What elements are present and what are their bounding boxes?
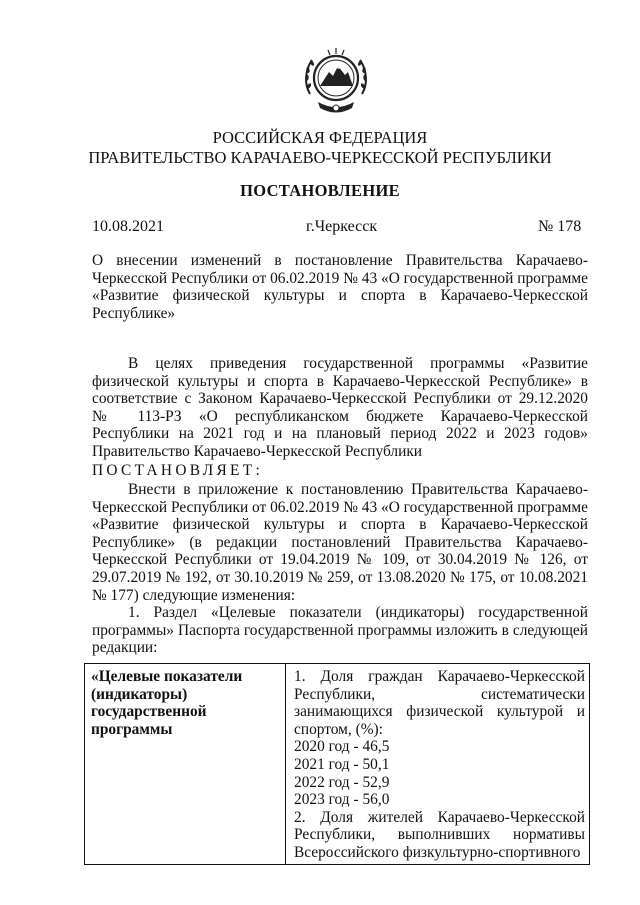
indicators-label: «Целевые показатели (индикаторы) государственной программы xyxy=(91,668,243,738)
header-country: РОССИЙСКАЯ ФЕДЕРАЦИЯ xyxy=(212,128,428,147)
year-value: 2022 год - 52,9 xyxy=(294,773,390,791)
decree-word: ПОСТАНОВЛЯЕТ: xyxy=(92,462,264,479)
indicator-1: 1. Доля граждан Карачаево-Черкесской Республики, систематически занимающихся физической культурой и спортом, (%): xyxy=(294,668,585,738)
section-paragraph: 1. Раздел «Целевые показатели (индикаторы) государственной программы» Паспорта государственной программы изложить в следующей редакции: xyxy=(92,604,588,657)
header-government: ПРАВИТЕЛЬСТВО КАРАЧАЕВО-ЧЕРКЕССКОЙ РЕСПУБЛИКИ xyxy=(88,148,552,167)
republic-emblem-icon xyxy=(296,42,376,122)
year-value: 2020 год - 46,5 xyxy=(294,738,390,756)
year-value: 2023 год - 56,0 xyxy=(294,791,390,809)
indicator-2: 2. Доля жителей Карачаево-Черкесской Республики, выполнивших нормативы Всероссийского физкультурно-спортивного xyxy=(294,808,585,861)
indicators-table xyxy=(84,663,590,865)
table-label-cell xyxy=(85,664,286,865)
indicators-table-wrap xyxy=(84,663,590,905)
table-row xyxy=(85,664,590,865)
document-number: № 178 xyxy=(538,218,582,235)
table-value-cell xyxy=(286,664,590,865)
preamble-paragraph: В целях приведения государственной программы «Развитие физической культуры и спорта в Карачаево-Черкесской Республике» в соответствие с Законом Карачаево-Черкесской Республики от 29.12.2020 № 113-РЗ «О республиканском бюджете Карачаево-Черкесской Республики на 2021 год и на плановый период 2022 и 2023 годов» Правительство Карачаево-Черкесской Республики xyxy=(92,355,588,460)
document-date: 10.08.2021 xyxy=(92,218,164,235)
year-value: 2021 год - 50,1 xyxy=(294,755,390,773)
document-subject: О внесении изменений в постановление Правительства Карачаево-Черкесской Республики от 06.02.2019 № 43 «О государственной программе «Развитие физической культуры и спорта в Карачаево-Черкесской Республике» xyxy=(92,252,588,322)
document-type: ПОСТАНОВЛЕНИЕ xyxy=(240,181,400,200)
amendment-paragraph: Внести в приложение к постановлению Правительства Карачаево-Черкесской Республики от 06.02.2019 № 43 «О государственной программе «Развитие физической культуры и спорта в Карачаево-Черкесской Республике» (в редакции постановлений Правительства Карачаево-Черкесской Республики от 19.04.2019 № 109, от 30.04.2019 № 126, от 29.07.2019 № 192, от 30.10.2019 № 259, от 13.08.2020 № 175, от 10.08.2021 № 177) следующие изменения: xyxy=(92,481,588,604)
document-city: г.Черкесск xyxy=(306,218,378,235)
